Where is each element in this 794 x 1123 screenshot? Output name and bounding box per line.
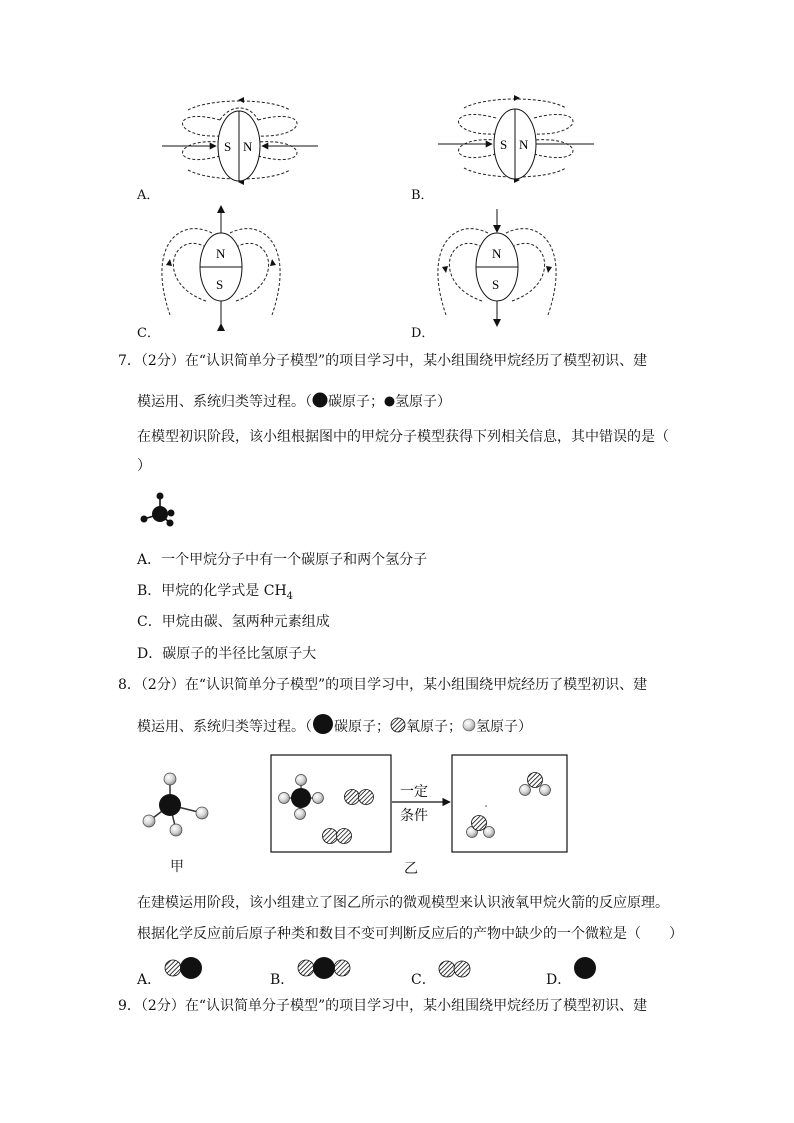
- oxygen-atom-icon: [390, 717, 406, 733]
- option-label-c: C．: [137, 326, 160, 341]
- q8-para-line2: 根据化学反应前后原子种类和数目不变可判断反应后的产物中缺少的一个微粒是（ ）: [137, 926, 683, 942]
- option-label: C．: [137, 614, 162, 630]
- question-stem: 在“认识简单分子模型”的项目学习中，某小组围绕甲烷经历了模型初识、建: [184, 998, 648, 1014]
- option-text: 甲烷由碳、氢两种元素组成: [161, 614, 330, 630]
- hydrogen-atom-icon: [384, 396, 395, 407]
- option-text: 一个甲烷分子中有一个碳原子和两个氢分子: [161, 552, 428, 568]
- pole-s-label: S: [224, 139, 232, 154]
- q7-option-d: [137, 645, 316, 663]
- question-number: 8．: [118, 677, 141, 693]
- magnet-figure-b: [436, 96, 606, 186]
- q8-option-label-a: A．: [137, 972, 162, 988]
- legend-carbon-text: 碳原子；: [328, 394, 384, 410]
- carbon-atom-icon: [312, 392, 328, 408]
- q7-option-c: [137, 613, 330, 631]
- magnet-figure-d: [436, 205, 566, 335]
- question-score: （2分）: [140, 998, 185, 1014]
- molecule-c-icon: [572, 955, 598, 981]
- question-number: 7．: [118, 353, 141, 369]
- methane-model-jia: [138, 768, 210, 838]
- condition-text-bottom: 条件: [400, 809, 428, 824]
- option-label-d: D．: [411, 326, 435, 341]
- magnet-figure-c: [160, 205, 290, 335]
- q8-option-label-b: B．: [270, 972, 295, 988]
- question-number: 9．: [118, 998, 141, 1014]
- pole-n-label: N: [243, 139, 253, 154]
- q8-para-line1: 在建模运用阶段，该小组建立了图乙所示的微观模型来认识液氧甲烷火箭的反应原理。: [137, 895, 669, 911]
- pole-n-label: N: [216, 246, 226, 261]
- option-label: B．: [137, 583, 162, 599]
- question-score: （2分）: [140, 353, 185, 369]
- methane-model-small: [138, 490, 183, 530]
- molecule-co-icon: [162, 955, 207, 981]
- legend-hydrogen-text: 氢原子）: [476, 719, 532, 735]
- question-score: （2分）: [140, 677, 185, 693]
- question-stem: 在“认识简单分子模型”的项目学习中，某小组围绕甲烷经历了模型初识、建: [184, 353, 648, 369]
- molecule-co2-icon: [296, 955, 356, 981]
- question-stem: 在“认识简单分子模型”的项目学习中，某小组围绕甲烷经历了模型初识、建: [184, 677, 648, 693]
- q7-stem-line2: [137, 393, 451, 411]
- reaction-model-yi: [270, 754, 570, 854]
- q7-option-a: [137, 551, 427, 569]
- pole-n-label: N: [519, 137, 529, 152]
- q7-sub-line2: ）: [137, 458, 151, 474]
- magnet-figure-a: [160, 98, 330, 188]
- carbon-atom-icon: [312, 713, 334, 735]
- pole-n-label: N: [492, 246, 502, 261]
- molecule-o2-icon: [438, 958, 474, 980]
- q9-stem-line1: [118, 997, 647, 1015]
- q8-stem-line2: [137, 716, 532, 738]
- option-label-a: A．: [137, 188, 160, 203]
- option-label: D．: [137, 646, 163, 662]
- legend-oxygen-text: 氧原子；: [406, 719, 462, 735]
- q8-option-label-d: D．: [546, 972, 572, 988]
- figure-label-yi: 乙: [404, 861, 418, 877]
- stem-text: 模运用、系统归类等过程。（: [137, 719, 312, 735]
- q8-stem-line1: [118, 676, 647, 694]
- pole-s-label: S: [492, 277, 500, 292]
- figure-label-jia: 甲: [170, 859, 184, 875]
- pole-s-label: S: [216, 277, 224, 292]
- option-label-b: B．: [411, 188, 434, 203]
- stem-text: 模运用、系统归类等过程。（: [137, 394, 312, 410]
- option-label: A．: [137, 552, 162, 568]
- option-text: 甲烷的化学式是 CH: [161, 583, 287, 599]
- legend-hydrogen-text: 氢原子）: [395, 394, 451, 410]
- legend-carbon-text: 碳原子；: [334, 719, 390, 735]
- condition-text-top: 一定: [400, 785, 428, 800]
- hydrogen-atom-icon: [462, 718, 476, 732]
- q8-option-label-c: C．: [411, 972, 436, 988]
- q7-option-b: [137, 582, 293, 606]
- q7-sub-line1: 在模型初识阶段，该小组根据图中的甲烷分子模型获得下列相关信息，其中错误的是（: [137, 429, 669, 445]
- q7-stem-line1: [118, 352, 647, 370]
- option-text: 碳原子的半径比氢原子大: [162, 646, 317, 662]
- pole-s-label: S: [500, 137, 508, 152]
- subscript: 4: [286, 590, 294, 602]
